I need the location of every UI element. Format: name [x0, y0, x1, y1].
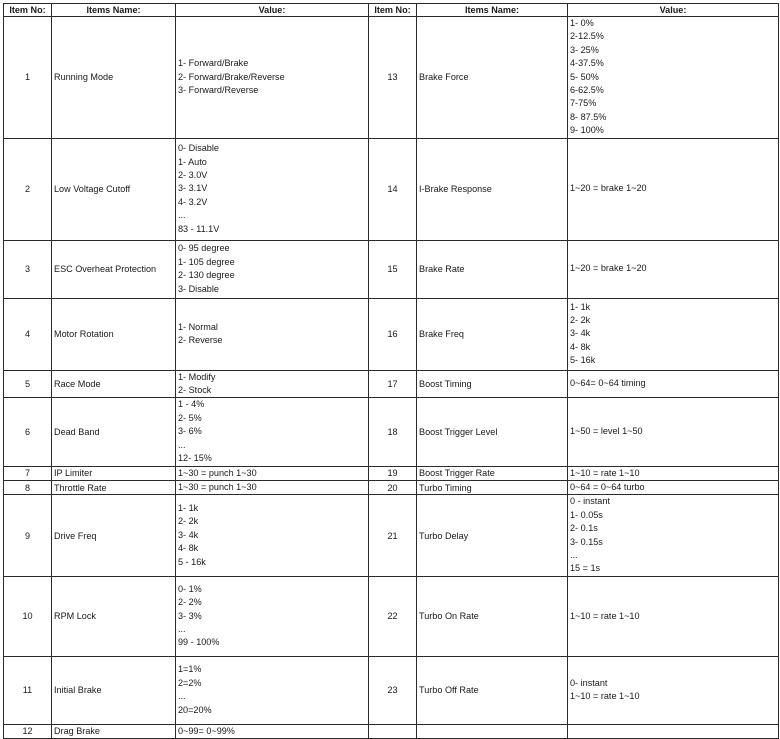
item-value-cell	[568, 724, 779, 738]
item-value-cell	[568, 240, 779, 298]
item-number-cell: 3	[4, 240, 52, 298]
value-line: 5- 50%	[570, 71, 599, 82]
value-line: 99 - 100%	[178, 637, 220, 648]
header-items-name: Items Name:	[52, 4, 176, 17]
item-name-cell: I-Brake Response	[417, 138, 568, 240]
table-row	[4, 138, 779, 240]
item-number-cell: 20	[369, 480, 417, 494]
header-value: Value:	[568, 4, 779, 17]
item-name-cell: Turbo Delay	[417, 495, 568, 576]
value-line: 3- 3%	[178, 610, 202, 621]
value-line: 1=1%	[178, 664, 202, 675]
table-row	[4, 370, 779, 398]
value-line: 2- Forward/Brake/Reverse	[178, 71, 285, 82]
item-value-cell	[568, 466, 779, 480]
item-name-cell: Boost Trigger Level	[417, 398, 568, 466]
item-value-cell	[176, 298, 369, 370]
value-line: 0~99= 0~99%	[178, 725, 235, 736]
item-name-cell: Low Voltage Cutoff	[52, 138, 176, 240]
item-value-cell	[176, 466, 369, 480]
settings-table	[3, 3, 779, 739]
value-line: 2- 0.1s	[570, 523, 598, 534]
value-line: 1- 1k	[178, 503, 199, 514]
value-line: 3- 3.1V	[178, 183, 208, 194]
item-name-cell: ESC Overheat Protection	[52, 240, 176, 298]
value-line: 0- Disable	[178, 143, 219, 154]
table-row	[4, 724, 779, 738]
item-name-cell: Drag Brake	[52, 724, 176, 738]
item-number-cell: 12	[4, 724, 52, 738]
value-line: 0- 95 degree	[178, 243, 230, 254]
value-line: 0~64 = 0~64 turbo	[570, 481, 645, 492]
value-line: 9- 100%	[570, 125, 604, 136]
header-item-no: Item No:	[369, 4, 417, 17]
value-line: 1 - 4%	[178, 399, 205, 410]
value-line: 4-37.5%	[570, 58, 604, 69]
item-number-cell: 21	[369, 495, 417, 576]
item-number-cell: 6	[4, 398, 52, 466]
item-name-cell	[417, 724, 568, 738]
item-value-cell	[176, 495, 369, 576]
header-item-no: Item No:	[4, 4, 52, 17]
item-number-cell: 10	[4, 576, 52, 656]
value-line: 2- 3.0V	[178, 170, 208, 181]
item-value-cell	[176, 370, 369, 398]
item-value-cell	[176, 724, 369, 738]
value-line: 3- 0.15s	[570, 536, 603, 547]
value-line: 0- instant	[570, 677, 608, 688]
value-line: 1- 1k	[570, 301, 591, 312]
value-line: 1- Forward/Brake	[178, 58, 249, 69]
item-name-cell: Brake Freq	[417, 298, 568, 370]
table-row	[4, 495, 779, 576]
item-number-cell: 23	[369, 656, 417, 724]
item-value-cell	[568, 398, 779, 466]
table-row	[4, 480, 779, 494]
item-value-cell	[176, 17, 369, 139]
item-value-cell	[568, 480, 779, 494]
item-name-cell: IP Limiter	[52, 466, 176, 480]
item-number-cell: 22	[369, 576, 417, 656]
value-line: 1- 105 degree	[178, 256, 235, 267]
item-number-cell: 13	[369, 17, 417, 139]
header-row	[4, 4, 779, 17]
value-line: 2- 130 degree	[178, 270, 235, 281]
item-name-cell: Race Mode	[52, 370, 176, 398]
item-name-cell: Drive Freq	[52, 495, 176, 576]
value-line: 4- 8k	[570, 341, 591, 352]
item-value-cell	[568, 17, 779, 139]
item-name-cell: Boost Timing	[417, 370, 568, 398]
value-line: 3- 4k	[570, 328, 591, 339]
item-value-cell	[176, 398, 369, 466]
value-line: 4- 3.2V	[178, 196, 208, 207]
value-line: ...	[178, 210, 186, 221]
item-name-cell: Initial Brake	[52, 656, 176, 724]
value-line: 8- 87.5%	[570, 111, 607, 122]
table-body	[4, 17, 779, 739]
value-line: 1- Normal	[178, 321, 218, 332]
item-number-cell: 14	[369, 138, 417, 240]
item-value-cell	[568, 495, 779, 576]
item-name-cell: Motor Rotation	[52, 298, 176, 370]
item-number-cell: 9	[4, 495, 52, 576]
item-value-cell	[568, 656, 779, 724]
value-line: 1~20 = brake 1~20	[570, 183, 647, 194]
header-value: Value:	[176, 4, 369, 17]
item-value-cell	[568, 298, 779, 370]
table-row	[4, 17, 779, 139]
value-line: ...	[570, 549, 578, 560]
table-row	[4, 298, 779, 370]
item-value-cell	[176, 138, 369, 240]
value-line: 2-12.5%	[570, 31, 604, 42]
value-line: 1~10 = rate 1~10	[570, 610, 640, 621]
table-row	[4, 398, 779, 466]
item-number-cell: 8	[4, 480, 52, 494]
table-row	[4, 576, 779, 656]
item-number-cell: 2	[4, 138, 52, 240]
value-line: 4- 8k	[178, 543, 199, 554]
item-name-cell: Turbo Off Rate	[417, 656, 568, 724]
value-line: ...	[178, 691, 186, 702]
value-line: 1~50 = level 1~50	[570, 426, 643, 437]
item-number-cell: 11	[4, 656, 52, 724]
value-line: 83 - 11.1V	[178, 223, 220, 234]
item-number-cell: 7	[4, 466, 52, 480]
value-line: 0- 1%	[178, 583, 202, 594]
value-line: 3- Forward/Reverse	[178, 85, 259, 96]
value-line: 2- Stock	[178, 385, 212, 396]
value-line: 1~20 = brake 1~20	[570, 263, 647, 274]
value-line: 3- 25%	[570, 44, 599, 55]
header-items-name: Items Name:	[417, 4, 568, 17]
item-value-cell	[176, 576, 369, 656]
item-number-cell: 1	[4, 17, 52, 139]
value-line: 5 - 16k	[178, 556, 206, 567]
value-line: 1~10 = rate 1~10	[570, 691, 640, 702]
item-value-cell	[176, 240, 369, 298]
value-line: 6-62.5%	[570, 85, 604, 96]
value-line: 20=20%	[178, 704, 212, 715]
value-line: 1~30 = punch 1~30	[178, 481, 257, 492]
item-name-cell: Turbo Timing	[417, 480, 568, 494]
value-line: 3- 4k	[178, 529, 199, 540]
item-name-cell: Dead Band	[52, 398, 176, 466]
item-value-cell	[568, 138, 779, 240]
value-line: 1- 0.05s	[570, 509, 603, 520]
value-line: ...	[178, 623, 186, 634]
item-number-cell: 18	[369, 398, 417, 466]
item-name-cell: Turbo On Rate	[417, 576, 568, 656]
item-number-cell: 16	[369, 298, 417, 370]
value-line: 2- 5%	[178, 412, 202, 423]
value-line: 1- Modify	[178, 371, 216, 382]
value-line: 3- Disable	[178, 283, 219, 294]
item-name-cell: Brake Force	[417, 17, 568, 139]
value-line: 2- Reverse	[178, 335, 223, 346]
item-name-cell: Throttle Rate	[52, 480, 176, 494]
value-line: 2=2%	[178, 677, 202, 688]
value-line: 1~30 = punch 1~30	[178, 467, 257, 478]
item-value-cell	[176, 656, 369, 724]
table-row	[4, 466, 779, 480]
item-name-cell: RPM Lock	[52, 576, 176, 656]
item-value-cell	[176, 480, 369, 494]
table-header	[4, 4, 779, 17]
item-number-cell: 15	[369, 240, 417, 298]
value-line: 2- 2k	[570, 315, 591, 326]
item-number-cell: 19	[369, 466, 417, 480]
value-line: 7-75%	[570, 98, 597, 109]
value-line: 1- Auto	[178, 156, 207, 167]
value-line: ...	[178, 439, 186, 450]
table-row	[4, 240, 779, 298]
value-line: 5- 16k	[570, 355, 596, 366]
value-line: 1~10 = rate 1~10	[570, 467, 640, 478]
value-line: 2- 2k	[178, 516, 199, 527]
item-number-cell: 4	[4, 298, 52, 370]
item-number-cell: 17	[369, 370, 417, 398]
value-line: 3- 6%	[178, 426, 202, 437]
value-line: 2- 2%	[178, 597, 202, 608]
value-line: 15 = 1s	[570, 563, 601, 574]
item-number-cell: 5	[4, 370, 52, 398]
item-number-cell	[369, 724, 417, 738]
value-line: 1- 0%	[570, 18, 594, 28]
item-name-cell: Running Mode	[52, 17, 176, 139]
item-value-cell	[568, 370, 779, 398]
item-name-cell: Brake Rate	[417, 240, 568, 298]
item-name-cell: Boost Trigger Rate	[417, 466, 568, 480]
value-line: 0~64= 0~64 timing	[570, 378, 646, 389]
table-row	[4, 656, 779, 724]
item-value-cell	[568, 576, 779, 656]
value-line: 0 - instant	[570, 496, 610, 507]
value-line: 12- 15%	[178, 453, 212, 464]
